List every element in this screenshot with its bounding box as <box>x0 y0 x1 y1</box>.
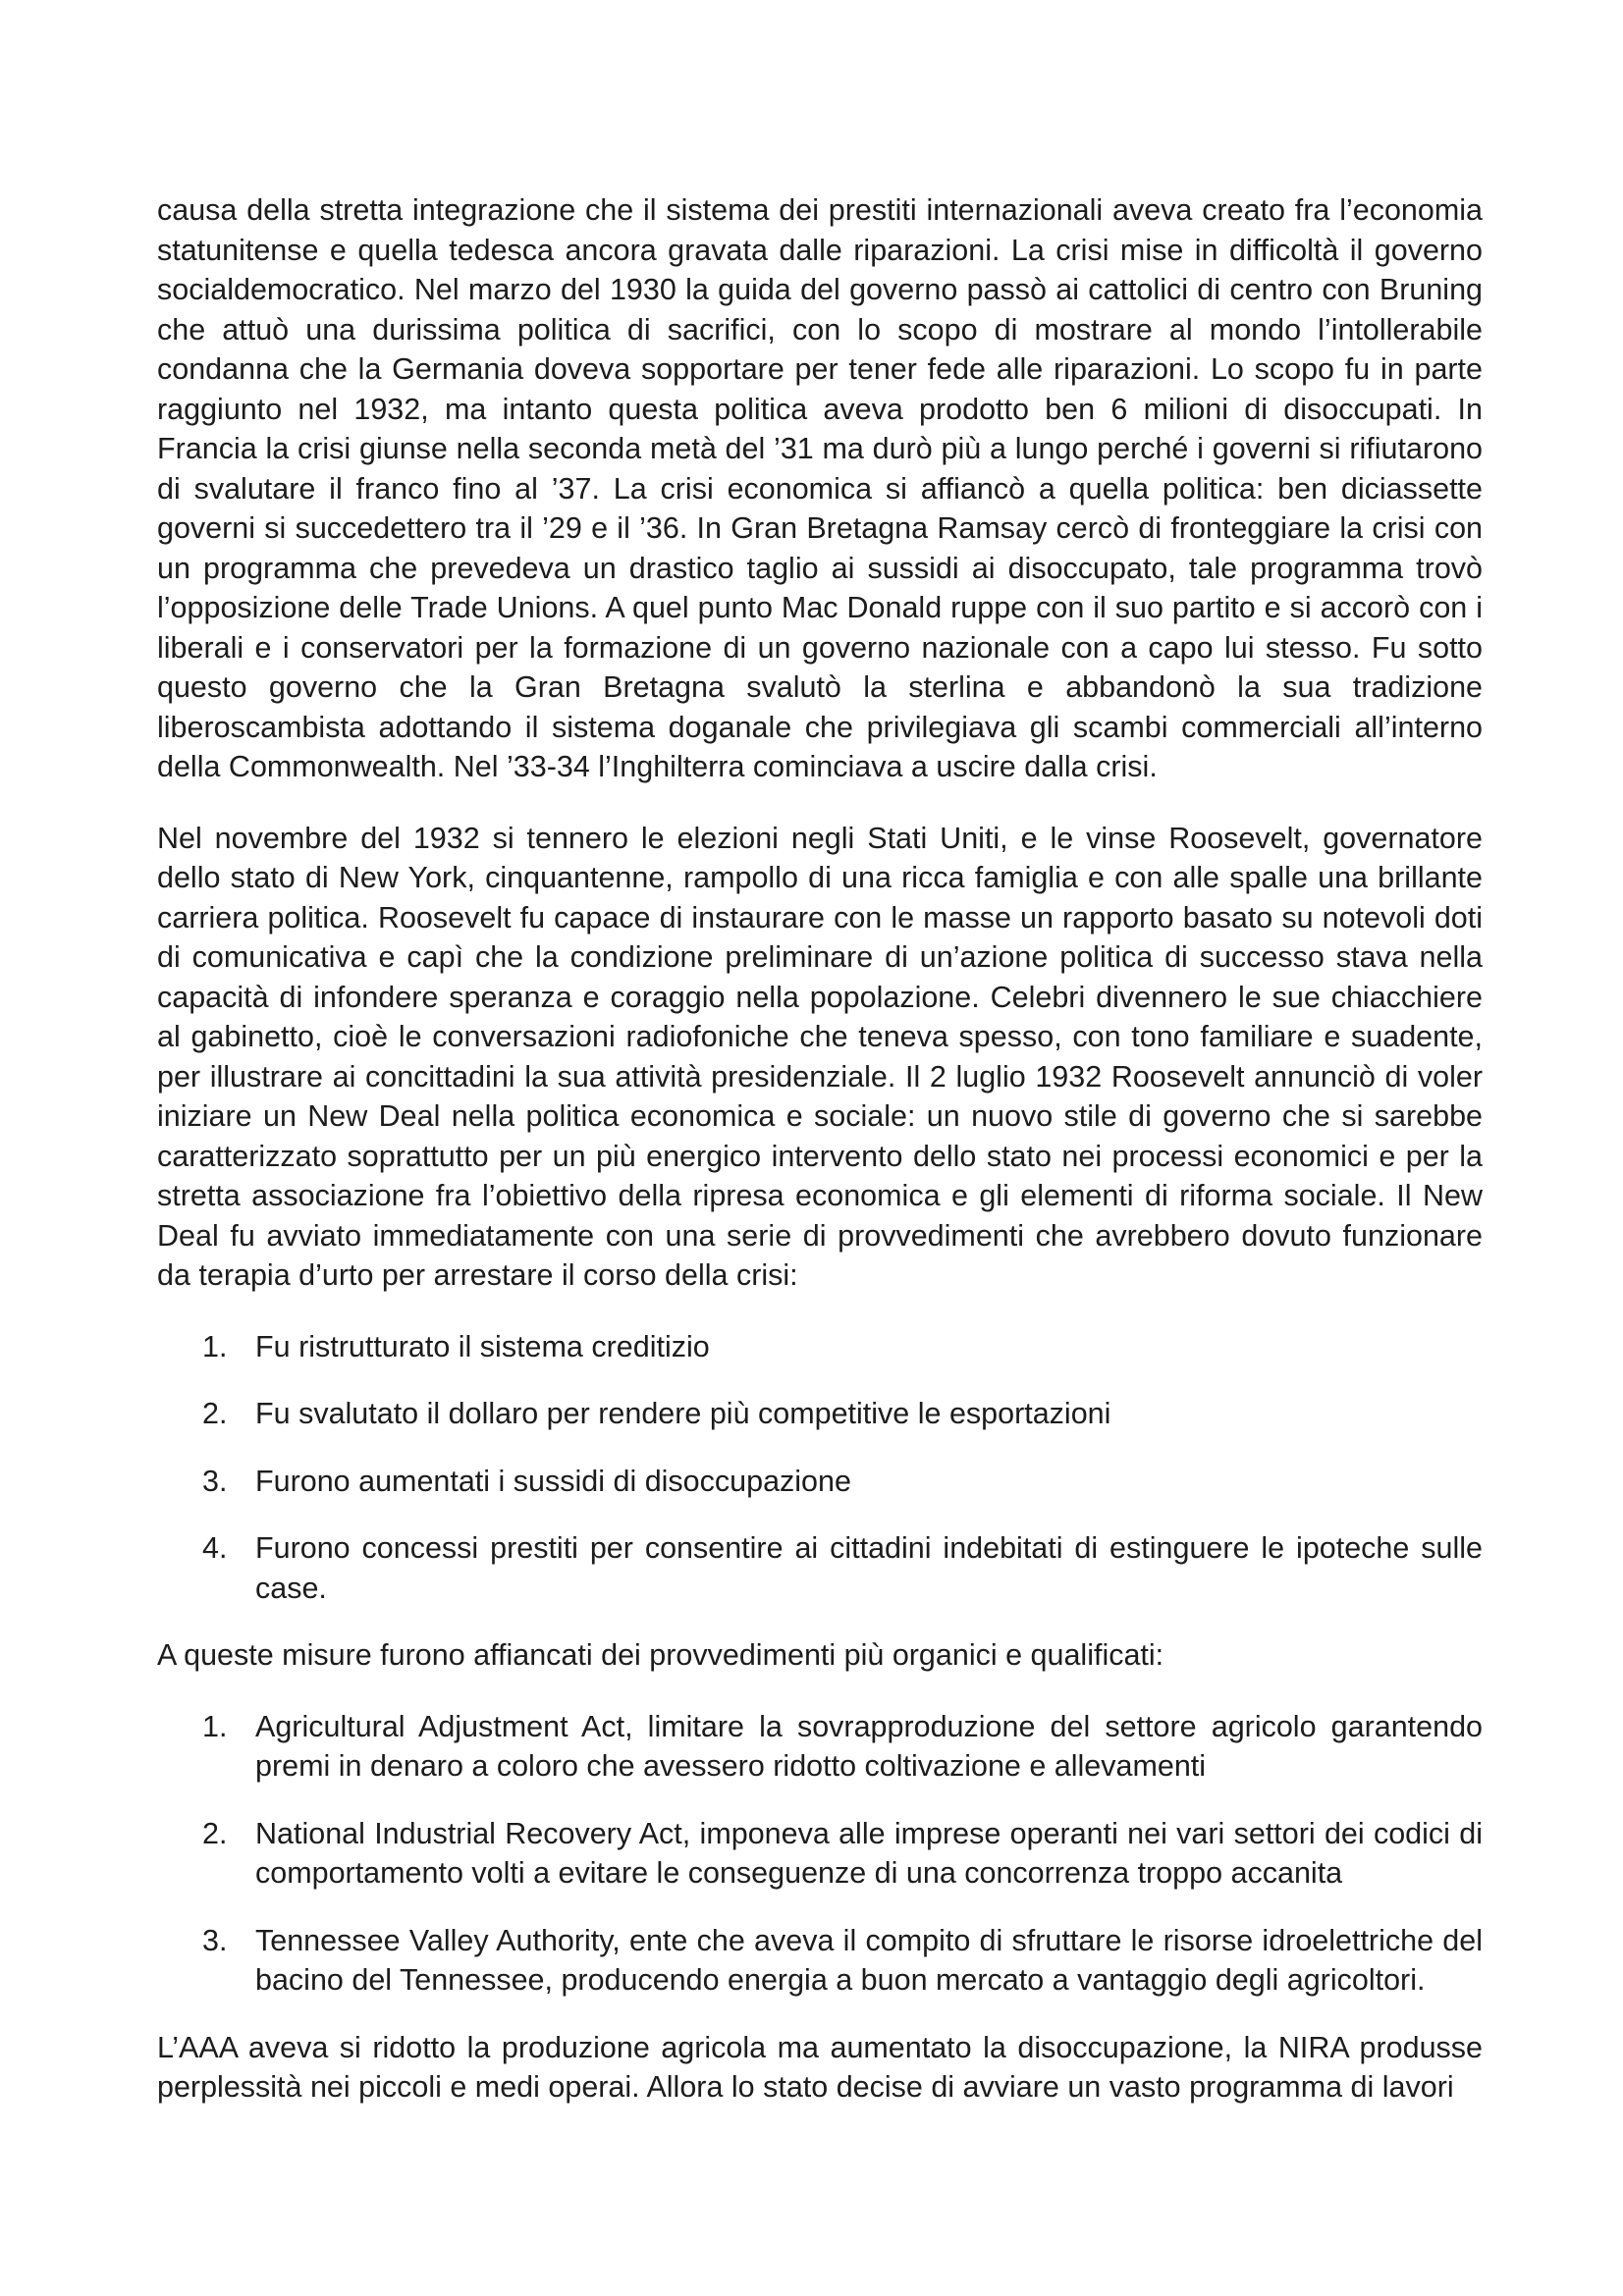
list-item-number: 4. <box>202 1531 228 1565</box>
ordered-list-organic-measures <box>157 1707 1483 2001</box>
list-item-number: 1. <box>202 1709 228 1743</box>
list-item-number: 2. <box>202 1816 228 1850</box>
ordered-list-new-deal-measures <box>157 1327 1483 1609</box>
list-item <box>202 1921 1483 2001</box>
list-item <box>202 1528 1483 1608</box>
document-body <box>157 190 1483 2139</box>
list-item-text: Fu ristrutturato il sistema creditizio <box>255 1329 710 1363</box>
list-item-text: Furono concessi prestiti per consentire ai cittadini indebitati di estinguere le ipoteche sulle case. <box>255 1531 1483 1605</box>
paragraph: Nel novembre del 1932 si tennero le elezioni negli Stati Uniti, e le vinse Roosevelt, governatore dello stato di New York, cinquantenne, rampollo di una ricca famiglia e con alle spalle una brillante carriera politica. Roosevelt fu capace di instaurare con le masse un rapporto basato su notevoli doti di comunicativa e capì che la condizione preliminare di un’azione politica di successo stava nella capacità di infondere speranza e coraggio nella popolazione. Celebri divennero le sue chiacchiere al gabinetto, cioè le conversazioni radiofoniche che teneva spesso, con tono familiare e suadente, per illustrare ai concittadini la sua attività presidenziale. Il 2 luglio 1932 Roosevelt annunciò di voler iniziare un New Deal nella politica economica e sociale: un nuovo stile di governo che si sarebbe caratterizzato soprattutto per un più energico intervento dello stato nei processi economici e per la stretta associazione fra l’obiettivo della ripresa economica e gli elementi di riforma sociale. Il New Deal fu avviato immediatamente con una serie di provvedimenti che avrebbero dovuto funzionare da terapia d’urto per arrestare il corso della crisi: <box>157 821 1483 1292</box>
list-item-text: Tennessee Valley Authority, ente che aveva il compito di sfruttare le risorse idroelettriche del bacino del Tennessee, producendo energia a buon mercato a vantaggio degli agricoltori. <box>255 1923 1483 1997</box>
list-item-text: Fu svalutato il dollaro per rendere più competitive le esportazioni <box>255 1397 1111 1430</box>
paragraph: L’AAA aveva si ridotto la produzione agricola ma aumentato la disoccupazione, la NIRA produsse perplessità nei piccoli e medi operai. Allora lo stato decise di avviare un vasto programma di lavori <box>157 2030 1483 2104</box>
list-item-number: 1. <box>202 1329 228 1363</box>
list-item <box>202 1327 1483 1367</box>
list-item-number: 3. <box>202 1464 228 1498</box>
list-item-text: Furono aumentati i sussidi di disoccupazione <box>255 1464 851 1498</box>
list-item-number: 3. <box>202 1923 228 1957</box>
paragraph: A queste misure furono affiancati dei provvedimenti più organici e qualificati: <box>157 1638 1164 1672</box>
list-item-number: 2. <box>202 1397 228 1430</box>
list-item-text: Agricultural Adjustment Act, limitare la sovrapproduzione del settore agricolo garantendo premi in denaro a coloro che avessero ridotto coltivazione e allevamenti <box>255 1709 1483 1783</box>
list-item <box>202 1814 1483 1894</box>
list-item-text: National Industrial Recovery Act, imponeva alle imprese operanti nei vari settori dei codici di comportamento volti a evitare le conseguenze di una concorrenza troppo accanita <box>255 1816 1483 1890</box>
list-item <box>202 1462 1483 1502</box>
list-item <box>202 1394 1483 1434</box>
list-item <box>202 1707 1483 1787</box>
paragraph: causa della stretta integrazione che il sistema dei prestiti internazionali aveva creato fra l’economia statunitense e quella tedesca ancora gravata dalle riparazioni. La crisi mise in difficoltà il governo socialdemocratico. Nel marzo del 1930 la guida del governo passò ai cattolici di centro con Bruning che attuò una durissima politica di sacrifici, con lo scopo di mostrare al mondo l’intollerabile condanna che la Germania doveva sopportare per tener fede alle riparazioni. Lo scopo fu in parte raggiunto nel 1932, ma intanto questa politica aveva prodotto ben 6 milioni di disoccupati. In Francia la crisi giunse nella seconda metà del ’31 ma durò più a lungo perché i governi si rifiutarono di svalutare il franco fino al ’37. La crisi economica si affiancò a quella politica: ben diciassette governi si succedettero tra il ’29 e il ’36. In Gran Bretagna Ramsay cercò di fronteggiare la crisi con un programma che prevedeva un drastico taglio ai sussidi ai disoccupato, tale programma trovò l’opposizione delle Trade Unions. A quel punto Mac Donald ruppe con il suo partito e si accorò con i liberali e i conservatori per la formazione di un governo nazionale con a capo lui stesso. Fu sotto questo governo che la Gran Bretagna svalutò la sterlina e abbandonò la sua tradizione liberoscambista adottando il sistema doganale che privilegiava gli scambi commerciali all’interno della Commonwealth. Nel ’33-34 l’Inghilterra cominciava a uscire dalla crisi. <box>157 193 1483 783</box>
